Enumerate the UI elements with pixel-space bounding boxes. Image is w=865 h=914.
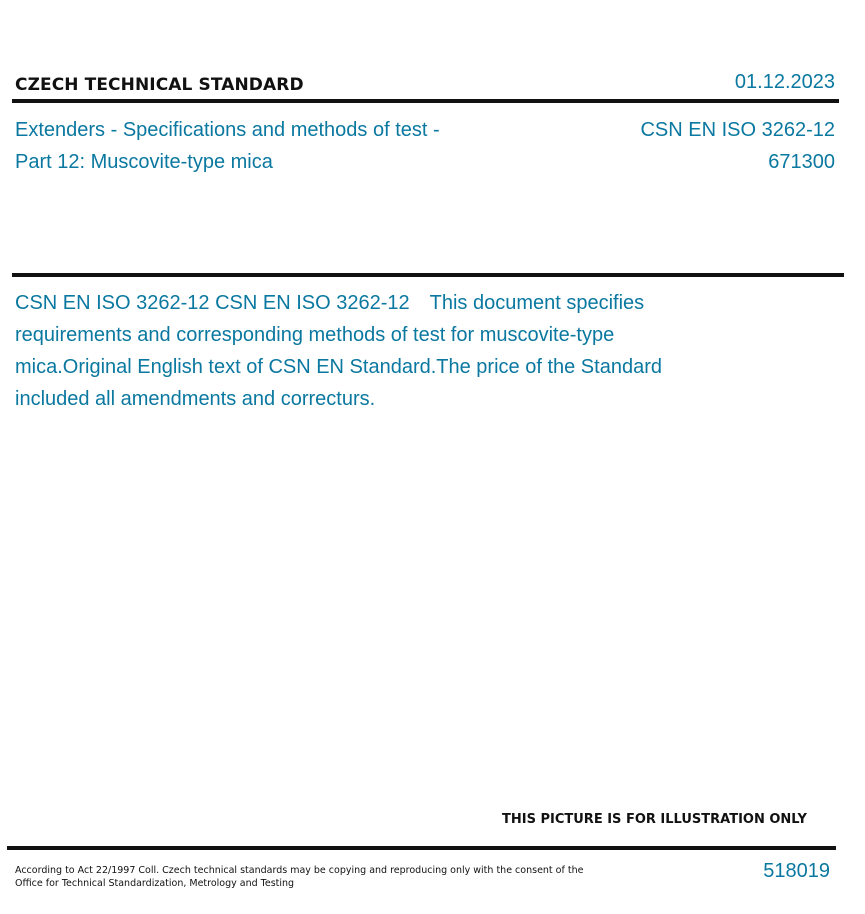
publication-date: 01.12.2023 [734,71,835,93]
standard-title: Extenders - Specifications and methods of test - Part 12: Muscovite-type mica [15,119,440,173]
classification-number: 671300 [768,151,835,173]
illustration-notice: THIS PICTURE IS FOR ILLUSTRATION ONLY [502,812,807,827]
catalog-number: 518019 [763,860,830,882]
legal-notice: According to Act 22/1997 Coll. Czech technical standards may be copying and reproducing only with the consent of the Office for Technical Standardization, Metrology and Testing [15,865,584,889]
standard-number: CSN EN ISO 3262-12 [640,119,835,141]
top-divider [12,99,839,103]
standard-description: CSN EN ISO 3262-12 CSN EN ISO 3262-12 This document specifies requirements and corresponding methods of test for muscovite-type mica.Original English text of CSN EN Standard.The price of the Standard included all amendments and correcturs. [15,292,662,410]
bottom-divider [7,846,836,850]
middle-divider [12,273,844,277]
document-type-label: CZECH TECHNICAL STANDARD [15,75,304,95]
